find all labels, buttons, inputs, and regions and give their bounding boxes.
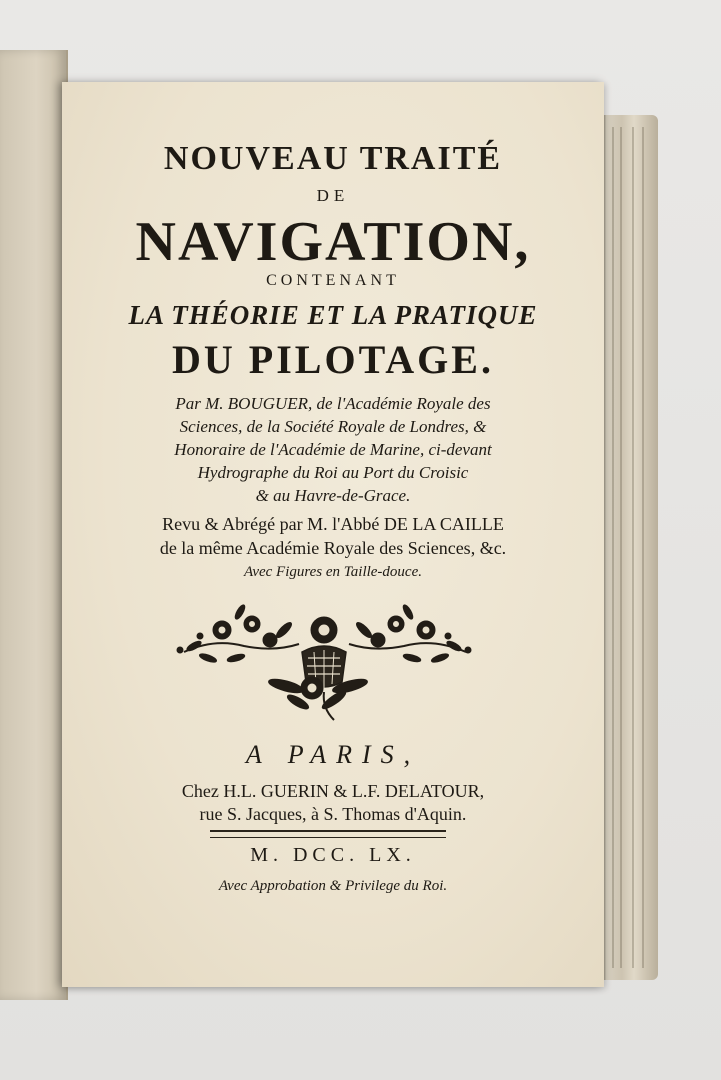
author-line: Hydrographe du Roi au Port du Croisic [197, 463, 469, 482]
title-line-pilotage: DU PILOTAGE. [172, 337, 494, 382]
imprint-place: A PARIS, [245, 740, 421, 769]
publication-date: M. DCC. LX. [250, 844, 416, 866]
page-stack-edge [598, 115, 658, 980]
title-line-theorie: LA THÉORIE ET LA PRATIQUE [128, 300, 538, 330]
author-line: Sciences, de la Société Royale de Londres, & [179, 417, 487, 436]
title-line-de: DE [316, 186, 350, 205]
author-line: Honoraire de l'Académie de Marine, ci-devant [174, 440, 492, 459]
figures-note: Avec Figures en Taille-douce. [243, 564, 422, 580]
author-block [62, 392, 604, 507]
title-line-nouveau-traite: NOUVEAU TRAITÉ [163, 140, 503, 177]
publisher-line: Chez H.L. GUERIN & L.F. DELATOUR, [181, 781, 485, 801]
publisher-line: rue S. Jacques, à S. Thomas d'Aquin. [199, 804, 467, 824]
title-line-navigation: NAVIGATION, [135, 211, 531, 273]
floral-ornament-icon [174, 600, 474, 725]
approbation-note: Avec Approbation & Privilege du Roi. [218, 878, 448, 894]
left-page-edge [0, 50, 68, 1000]
title-line-contenant: CONTENANT [266, 272, 400, 289]
revision-line: de la même Académie Royale des Sciences, &c. [159, 538, 507, 558]
revision-line: Revu & Abrégé par M. l'Abbé DE LA CAILLE [162, 514, 504, 534]
publisher-block [62, 780, 604, 826]
double-rule-divider [210, 830, 446, 838]
author-line: Par M. BOUGUER, de l'Académie Royale des [175, 394, 491, 413]
revision-block [62, 512, 604, 560]
title-page [62, 82, 604, 987]
author-line: & au Havre-de-Grace. [255, 486, 411, 505]
